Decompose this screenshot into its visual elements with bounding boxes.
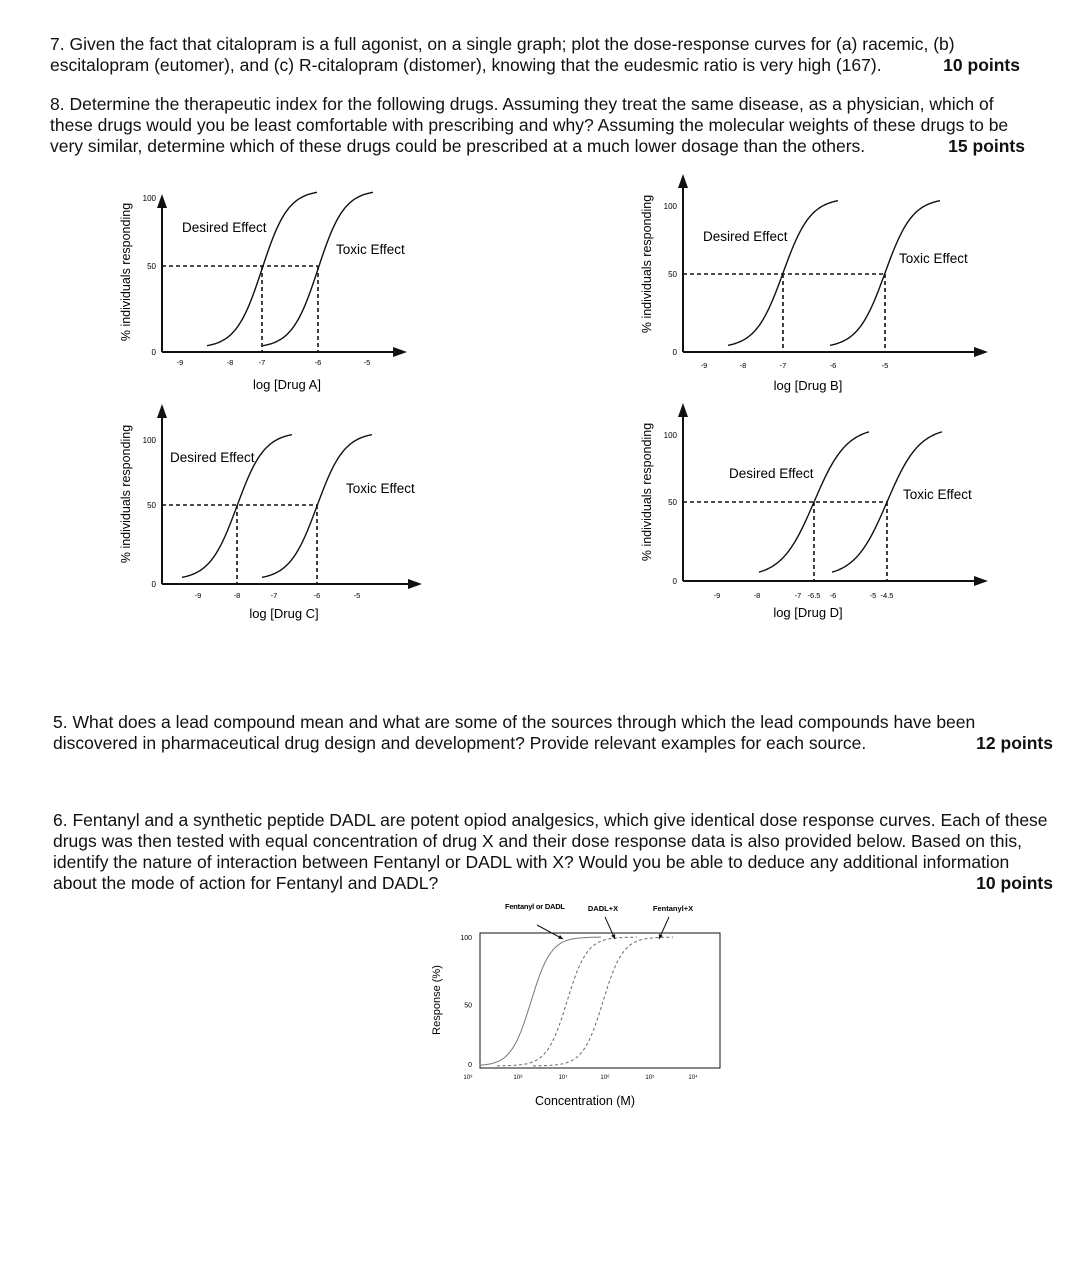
series-label-desired-effect: Desired Effect — [182, 220, 267, 235]
y-tick-label: 50 — [464, 1002, 472, 1010]
dose-response-chart-drug-a — [112, 172, 432, 397]
series-label-desired-effect: Desired Effect — [170, 450, 255, 465]
x-tick-label: -8 — [226, 358, 234, 367]
question-6-points: 10 points — [976, 873, 1053, 893]
question-6 — [53, 810, 1053, 894]
x-tick-label: 10⁵ — [645, 1075, 655, 1081]
x-tick-label: -8 — [739, 361, 747, 370]
x-axis-label: log [Drug C] — [249, 606, 319, 621]
series-label-desired-effect: Desired Effect — [729, 466, 814, 481]
dose-response-chart-drug-c — [112, 398, 442, 623]
y-tick-label: 100 — [142, 194, 156, 203]
y-tick-label: 0 — [151, 580, 156, 589]
response-curve-fentanyl-plus-x — [533, 937, 673, 1066]
x-tick-label: -7 — [270, 591, 278, 600]
x-axis-arrow — [974, 576, 988, 586]
x-tick-label: -8 — [233, 591, 241, 600]
question-5-text: 5. What does a lead compound mean and what are some of the sources through which the lead compounds have been discovered in pharmaceutical drug design and development? Provide relevant examples for each source. — [53, 712, 976, 753]
fentanyl-dadl-response-chart — [425, 895, 725, 1110]
x-tick-label: -6 — [314, 358, 322, 367]
x-axis-label: log [Drug B] — [773, 378, 843, 393]
x-tick-label: -6.5 — [807, 591, 821, 600]
y-tick-label: 100 — [663, 431, 677, 440]
series-label-toxic-effect: Toxic Effect — [336, 242, 405, 257]
y-tick-label: 100 — [142, 436, 156, 445]
y-tick-label: 0 — [151, 348, 156, 357]
y-axis-label: % individuals responding — [640, 422, 654, 562]
y-tick-label: 0 — [468, 1062, 472, 1069]
dose-response-chart-drug-b — [633, 168, 993, 400]
question-5 — [53, 712, 1053, 754]
x-tick-label: -7 — [779, 361, 787, 370]
y-tick-label: 0 — [672, 348, 677, 357]
plot-frame — [480, 933, 720, 1068]
x-tick-label: -8 — [753, 591, 761, 600]
x-axis-label: log [Drug A] — [253, 377, 321, 392]
question-8-points: 15 points — [948, 136, 1025, 156]
question-5-points: 12 points — [976, 733, 1053, 753]
x-tick-label: -5 — [353, 591, 361, 600]
y-tick-label: 50 — [147, 262, 156, 271]
x-axis-label: log [Drug D] — [773, 605, 843, 620]
response-curve-fentanyl-or-dadl — [480, 937, 601, 1066]
question-7-text: 7. Given the fact that citalopram is a full agonist, on a single graph; plot the dose-response curves for (a) racemic, (b) escitalopram (eutomer), and (c) R-citalopram (distomer), knowing that the eudesmic ratio is very high (167). — [50, 34, 955, 75]
y-axis-label: Response (%) — [431, 965, 443, 1035]
question-7 — [50, 34, 1020, 76]
question-8-text: 8. Determine the therapeutic index for the following drugs. Assuming they treat the same disease, as a physician, which of these drugs would you be least comfortable with prescribing and why? Assuming the molecular weights of these drugs to be very similar, determine which of these drugs could be prescribed at a much lower dosage than the others. — [50, 94, 1009, 156]
x-tick-label: -7 — [258, 358, 266, 367]
x-tick-label: 10⁴ — [688, 1075, 698, 1081]
x-tick-label: 10⁹ — [463, 1075, 473, 1081]
x-tick-label: -5 — [881, 361, 889, 370]
x-tick-label: -6 — [829, 361, 837, 370]
series-label-toxic-effect: Toxic Effect — [903, 487, 972, 502]
question-6-text: 6. Fentanyl and a synthetic peptide DADL are potent opiod analgesics, which give identical dose response curves. Each of these drugs was then tested with equal concentration of drug X and their dose response data is also provided below. Based on this, identify the nature of interaction between Fentanyl or DADL with X? Would you be able to deduce any additional information about the mode of action for Fentanyl and DADL? — [53, 810, 1048, 893]
y-axis-label: % individuals responding — [119, 424, 133, 564]
series-label-toxic-effect: Toxic Effect — [899, 251, 968, 266]
y-axis-arrow — [157, 404, 167, 418]
dose-response-chart-drug-d — [633, 395, 993, 623]
legend-fentanyl-plus-x: Fentanyl+X — [652, 904, 694, 913]
y-tick-label: 50 — [668, 498, 677, 507]
x-axis-arrow — [393, 347, 407, 357]
x-axis-label: Concentration (M) — [534, 1094, 636, 1108]
y-tick-label: 100 — [460, 935, 472, 942]
x-tick-label: -9 — [194, 591, 202, 600]
series-label-desired-effect: Desired Effect — [703, 229, 788, 244]
x-tick-label: -9 — [176, 358, 184, 367]
y-tick-label: 50 — [147, 501, 156, 510]
x-axis-arrow — [408, 579, 422, 589]
question-8 — [50, 94, 1025, 157]
x-tick-label: -5 — [363, 358, 371, 367]
series-label-toxic-effect: Toxic Effect — [346, 481, 415, 496]
x-tick-label: -9 — [700, 361, 708, 370]
x-tick-label: 10⁷ — [558, 1075, 568, 1081]
x-tick-label: -6 — [313, 591, 321, 600]
x-tick-label: -5 — [869, 591, 877, 600]
y-axis-label: % individuals responding — [640, 194, 654, 334]
x-tick-label: 10⁶ — [600, 1075, 610, 1081]
x-tick-label: -4.5 — [880, 591, 894, 600]
x-tick-label: 10⁸ — [513, 1075, 523, 1081]
x-tick-label: -9 — [713, 591, 721, 600]
y-axis-arrow — [157, 194, 167, 208]
response-curve-dadl-plus-x — [497, 937, 637, 1066]
y-tick-label: 50 — [668, 270, 677, 279]
y-axis-label: % individuals responding — [119, 202, 133, 342]
y-axis-arrow — [678, 174, 688, 188]
x-axis-arrow — [974, 347, 988, 357]
x-tick-label: -6 — [829, 591, 837, 600]
y-axis-arrow — [678, 403, 688, 417]
question-7-points: 10 points — [943, 55, 1020, 75]
y-tick-label: 100 — [663, 202, 677, 211]
y-tick-label: 0 — [672, 577, 677, 586]
legend-fentanyl-or-dadl: Fentanyl or DADL — [505, 902, 565, 911]
legend-dadl-plus-x: DADL+X — [587, 904, 619, 913]
x-tick-label: -7 — [794, 591, 802, 600]
